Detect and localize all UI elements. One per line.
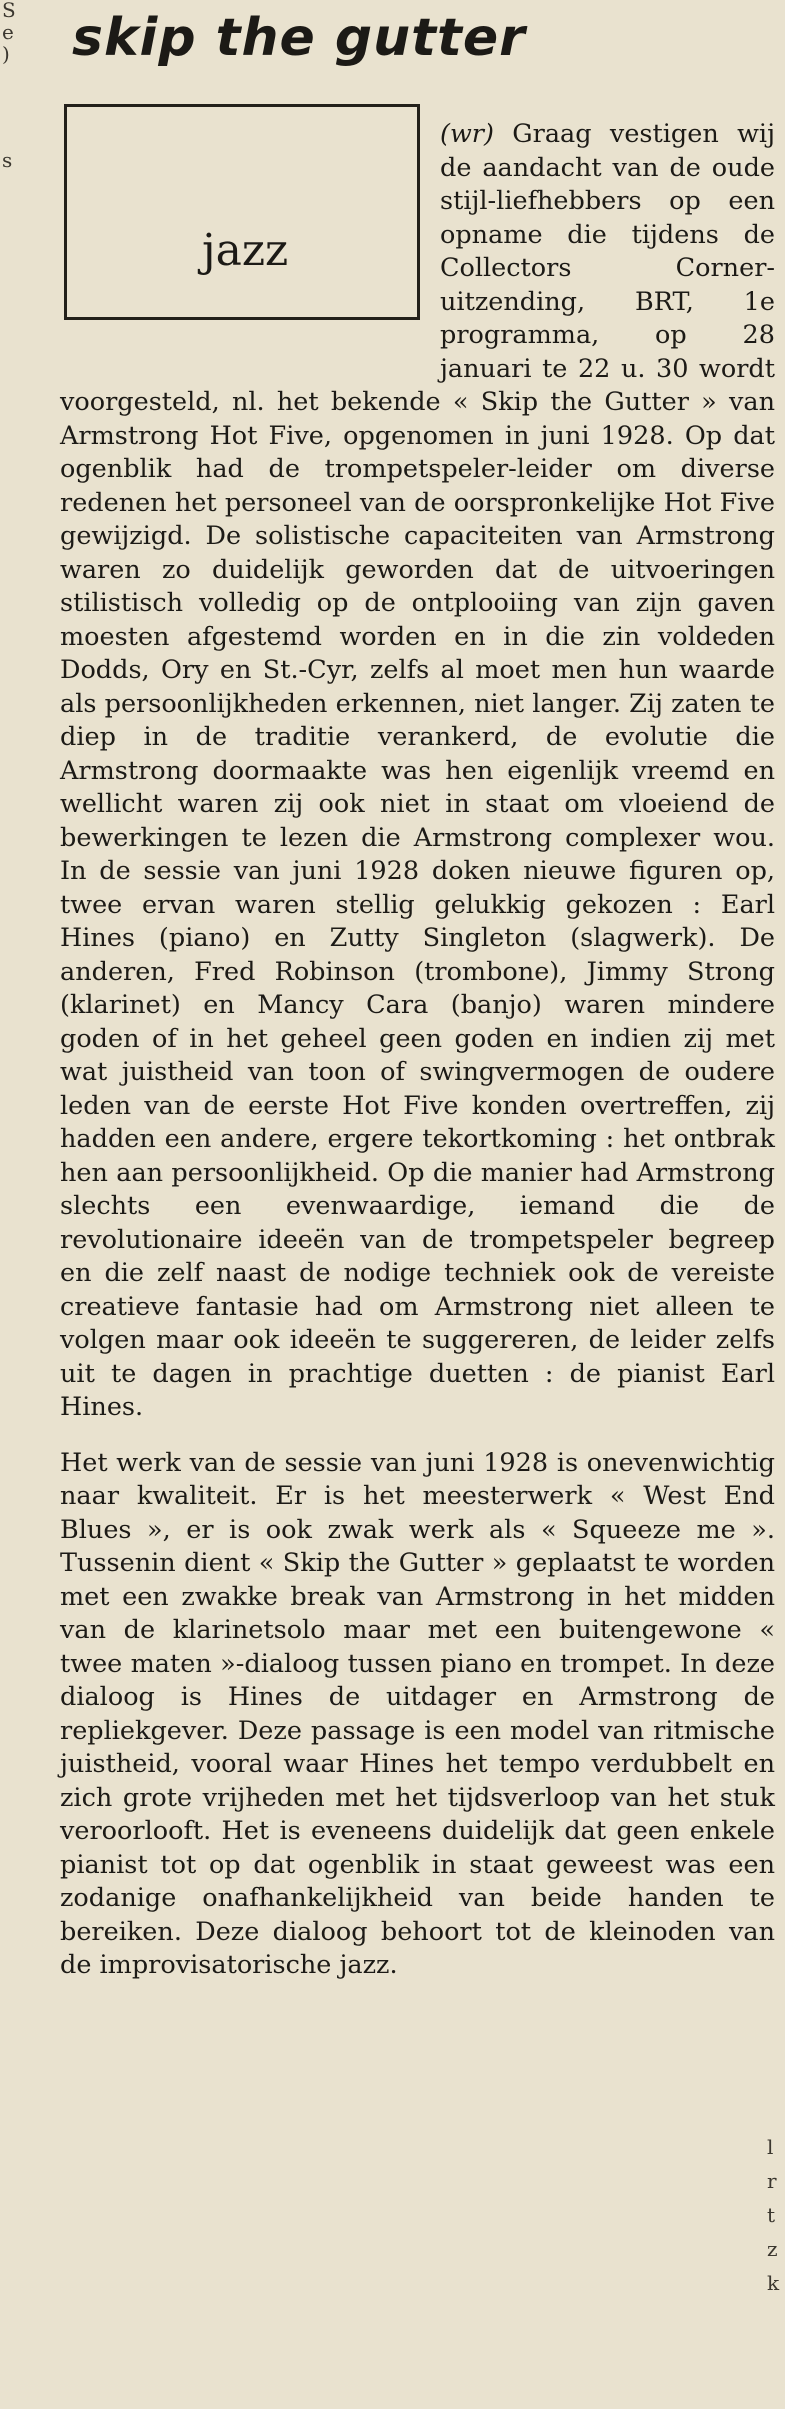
box-wrap-space — [60, 112, 440, 382]
article-body — [60, 118, 775, 1983]
margin-fragment — [2, 88, 16, 110]
section-label: jazz — [202, 225, 289, 276]
paragraph-2: Het werk van de sessie van juni 1928 is onevenwichtig naar kwaliteit. Er is het meesterwerk « West End Blues », er is ook zwak werk als « Squeeze me ». Tussenin dient « Skip the Gutter » geplaatst te worden met een zwakke break van Armstrong in het midden van de klarinetsolo maar met een buitengewone « twee maten »-dialoog tussen piano en trompet. In deze dialoog is Hines de uitdager en Armstrong de repliekgever. Deze passage is een model van ritmische juistheid, vooral waar Hines het tempo verdubbelt en zich grote vrijheden met het tijdsverloop van het stuk veroorlooft. Het is eveneens duidelijk dat geen enkele pianist tot op dat ogenblik in staat geweest was een zodanige onafhankelijkheid van beide handen te bereiken. Deze dialoog behoort tot de kleinoden van de improvisatorische jazz. — [60, 1447, 775, 1980]
paragraph-1-text: Graag vestigen wij de aandacht van de oude stijl-liefhebbers op een opname die tijdens de Collectors Corner-uitzending, BRT, 1e programma, op 28 januari te 22 u. 30 wordt voorgesteld, nl. het bekende « Skip the Gutter » van Armstrong Hot Five, opgenomen in juni 1928. Op dat ogenblik had de trompetspeler-leider om diverse redenen het personeel van de oorspronkelijke Hot Five gewijzigd. De solistische capaciteiten van Armstrong waren zo duidelijk geworden dat de uitvoeringen stilistisch volledig op de ontplooiing van zijn gaven moesten afgestemd worden en in die zin voldeden Dodds, Ory en St.-Cyr, zelfs al moet men hun waarde als persoonlijkheden erkennen, niet langer. Zij zaten te diep in de traditie verankerd, de evolutie die Armstrong doormaakte was hen eigenlijk vreemd en wellicht waren zij ook niet in staat om vloeiend de bewerkingen te lezen die Armstrong complexer wou. In de sessie van juni 1928 doken nieuwe figuren op, twee ervan waren stellig gelukkig gekozen : Earl Hines (piano) en Zutty Singleton (slagwerk). De anderen, Fred Robinson (trombone), Jimmy Strong (klarinet) en Mancy Cara (banjo) waren mindere goden of in het geheel geen goden en indien zij met wat juistheid van toon of swingvermogen de oudere leden van de eerste Hot Five konden overtreffen, zij hadden een andere, ergere tekortkoming : het ontbrak hen aan persoonlijkheid. Op die manier had Armstrong slechts een evenwaardige, iemand die de revolutionaire ideeën van de trompetspeler begreep en die zelf naast de nodige techniek ook de vereiste creatieve fantasie had om Armstrong niet alleen te volgen maar ook ideeën te suggereren, de leider zelfs uit te dagen in prachtige duetten : de pianist Earl Hines. — [60, 119, 775, 1422]
margin-fragment: k — [767, 2271, 780, 2295]
margin-fragment: e — [2, 20, 14, 44]
margin-fragment: r — [767, 2169, 777, 2193]
right-margin-fragments — [767, 2130, 783, 2300]
margin-fragment: t — [767, 2203, 776, 2227]
byline: (wr) — [440, 119, 494, 149]
margin-fragment — [2, 110, 16, 150]
margin-fragment: ) — [2, 42, 10, 66]
headline: skip the gutter — [72, 8, 526, 68]
left-margin-fragments — [2, 0, 16, 172]
margin-fragment: s — [2, 148, 13, 172]
margin-fragment — [2, 66, 16, 88]
margin-fragment: S — [2, 0, 16, 22]
margin-fragment: l — [767, 2135, 774, 2159]
margin-fragment: z — [767, 2237, 778, 2261]
